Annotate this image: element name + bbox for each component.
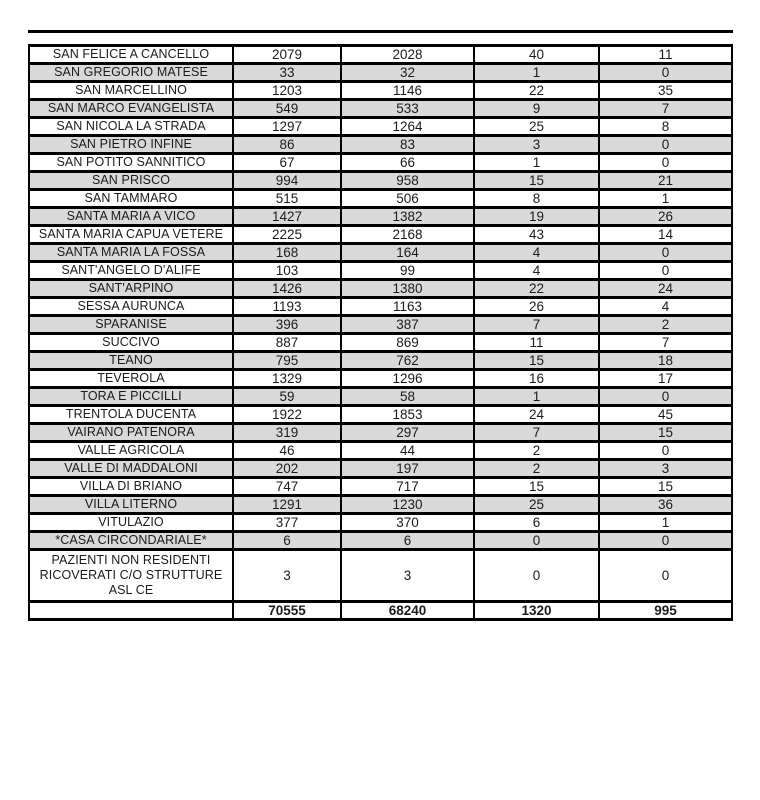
value-cell: 11 <box>474 334 599 352</box>
total-value-cell: 995 <box>599 602 732 620</box>
table-row <box>29 406 732 424</box>
municipality-name-cell: SPARANISE <box>29 316 233 334</box>
value-cell: 795 <box>233 352 341 370</box>
municipality-name-cell: SAN NICOLA LA STRADA <box>29 118 233 136</box>
value-cell: 8 <box>599 118 732 136</box>
value-cell: 202 <box>233 460 341 478</box>
table-row <box>29 352 732 370</box>
value-cell: 15 <box>599 424 732 442</box>
municipality-name-cell: SANTA MARIA A VICO <box>29 208 233 226</box>
value-cell: 1296 <box>341 370 474 388</box>
value-cell: 370 <box>341 514 474 532</box>
municipality-name-cell: SAN GREGORIO MATESE <box>29 64 233 82</box>
value-cell: 0 <box>599 550 732 602</box>
total-label-cell <box>29 602 233 620</box>
value-cell: 396 <box>233 316 341 334</box>
table-body <box>29 46 732 620</box>
value-cell: 1146 <box>341 82 474 100</box>
value-cell: 2028 <box>341 46 474 64</box>
table-row <box>29 496 732 514</box>
value-cell: 168 <box>233 244 341 262</box>
value-cell: 1853 <box>341 406 474 424</box>
value-cell: 1427 <box>233 208 341 226</box>
value-cell: 26 <box>474 298 599 316</box>
municipality-name-cell: TORA E PICCILLI <box>29 388 233 406</box>
value-cell: 7 <box>599 334 732 352</box>
value-cell: 6 <box>341 532 474 550</box>
value-cell: 46 <box>233 442 341 460</box>
value-cell: 0 <box>599 136 732 154</box>
municipality-name-cell: SANT'ANGELO D'ALIFE <box>29 262 233 280</box>
value-cell: 1203 <box>233 82 341 100</box>
table-row <box>29 154 732 172</box>
value-cell: 1 <box>474 154 599 172</box>
table-row <box>29 64 732 82</box>
total-value-cell: 1320 <box>474 602 599 620</box>
value-cell: 164 <box>341 244 474 262</box>
value-cell: 3 <box>341 550 474 602</box>
value-cell: 297 <box>341 424 474 442</box>
table-row <box>29 244 732 262</box>
value-cell: 59 <box>233 388 341 406</box>
value-cell: 24 <box>474 406 599 424</box>
municipality-name-cell: VALLE DI MADDALONI <box>29 460 233 478</box>
value-cell: 2225 <box>233 226 341 244</box>
value-cell: 3 <box>599 460 732 478</box>
value-cell: 1264 <box>341 118 474 136</box>
table-row <box>29 316 732 334</box>
municipality-name-cell: TEVEROLA <box>29 370 233 388</box>
municipality-name-cell: SAN FELICE A CANCELLO <box>29 46 233 64</box>
value-cell: 15 <box>599 478 732 496</box>
value-cell: 19 <box>474 208 599 226</box>
value-cell: 1329 <box>233 370 341 388</box>
table-row <box>29 514 732 532</box>
value-cell: 0 <box>599 262 732 280</box>
value-cell: 515 <box>233 190 341 208</box>
municipality-name-cell: *CASA CIRCONDARIALE* <box>29 532 233 550</box>
value-cell: 533 <box>341 100 474 118</box>
value-cell: 33 <box>233 64 341 82</box>
value-cell: 4 <box>599 298 732 316</box>
table-row <box>29 532 732 550</box>
value-cell: 67 <box>233 154 341 172</box>
value-cell: 45 <box>599 406 732 424</box>
table-row <box>29 262 732 280</box>
value-cell: 22 <box>474 82 599 100</box>
value-cell: 103 <box>233 262 341 280</box>
municipality-name-cell: VILLA DI BRIANO <box>29 478 233 496</box>
value-cell: 1291 <box>233 496 341 514</box>
value-cell: 8 <box>474 190 599 208</box>
table-total-row <box>29 602 732 620</box>
municipality-name-cell: VAIRANO PATENORA <box>29 424 233 442</box>
municipality-name-cell: VALLE AGRICOLA <box>29 442 233 460</box>
municipality-name-cell: SAN MARCELLINO <box>29 82 233 100</box>
value-cell: 0 <box>474 532 599 550</box>
table-row <box>29 370 732 388</box>
value-cell: 0 <box>599 244 732 262</box>
value-cell: 43 <box>474 226 599 244</box>
value-cell: 15 <box>474 478 599 496</box>
value-cell: 3 <box>474 136 599 154</box>
table-row <box>29 226 732 244</box>
value-cell: 1230 <box>341 496 474 514</box>
value-cell: 15 <box>474 172 599 190</box>
value-cell: 86 <box>233 136 341 154</box>
value-cell: 4 <box>474 244 599 262</box>
value-cell: 958 <box>341 172 474 190</box>
municipality-name-cell: TRENTOLA DUCENTA <box>29 406 233 424</box>
value-cell: 58 <box>341 388 474 406</box>
municipality-name-cell: TEANO <box>29 352 233 370</box>
value-cell: 0 <box>474 550 599 602</box>
value-cell: 1380 <box>341 280 474 298</box>
municipality-name-cell: VILLA LITERNO <box>29 496 233 514</box>
municipality-name-cell: SUCCIVO <box>29 334 233 352</box>
value-cell: 1297 <box>233 118 341 136</box>
municipality-name-cell: SAN PRISCO <box>29 172 233 190</box>
value-cell: 7 <box>474 316 599 334</box>
value-cell: 1382 <box>341 208 474 226</box>
value-cell: 6 <box>474 514 599 532</box>
value-cell: 26 <box>599 208 732 226</box>
table-row <box>29 424 732 442</box>
value-cell: 2 <box>474 442 599 460</box>
table-row <box>29 388 732 406</box>
table-row <box>29 136 732 154</box>
municipality-name-cell: SAN POTITO SANNITICO <box>29 154 233 172</box>
value-cell: 2079 <box>233 46 341 64</box>
value-cell: 1 <box>474 388 599 406</box>
table-row <box>29 100 732 118</box>
value-cell: 2 <box>599 316 732 334</box>
value-cell: 4 <box>474 262 599 280</box>
table-row <box>29 82 732 100</box>
value-cell: 44 <box>341 442 474 460</box>
value-cell: 994 <box>233 172 341 190</box>
municipality-name-cell: SAN MARCO EVANGELISTA <box>29 100 233 118</box>
table-row <box>29 46 732 64</box>
value-cell: 25 <box>474 118 599 136</box>
value-cell: 36 <box>599 496 732 514</box>
municipality-name-cell: PAZIENTI NON RESIDENTI RICOVERATI C/O STRUTTURE ASL CE <box>29 550 233 602</box>
municipality-name-cell: SANTA MARIA CAPUA VETERE <box>29 226 233 244</box>
table-row <box>29 334 732 352</box>
table-row <box>29 208 732 226</box>
value-cell: 32 <box>341 64 474 82</box>
value-cell: 1163 <box>341 298 474 316</box>
value-cell: 2 <box>474 460 599 478</box>
table-row <box>29 118 732 136</box>
table-row <box>29 298 732 316</box>
value-cell: 7 <box>474 424 599 442</box>
value-cell: 869 <box>341 334 474 352</box>
value-cell: 1426 <box>233 280 341 298</box>
value-cell: 197 <box>341 460 474 478</box>
value-cell: 0 <box>599 532 732 550</box>
value-cell: 17 <box>599 370 732 388</box>
value-cell: 25 <box>474 496 599 514</box>
table-row <box>29 190 732 208</box>
value-cell: 377 <box>233 514 341 532</box>
value-cell: 1922 <box>233 406 341 424</box>
value-cell: 22 <box>474 280 599 298</box>
value-cell: 66 <box>341 154 474 172</box>
value-cell: 99 <box>341 262 474 280</box>
municipality-name-cell: SANTA MARIA LA FOSSA <box>29 244 233 262</box>
municipality-name-cell: SAN TAMMARO <box>29 190 233 208</box>
value-cell: 0 <box>599 154 732 172</box>
value-cell: 887 <box>233 334 341 352</box>
value-cell: 7 <box>599 100 732 118</box>
value-cell: 0 <box>599 64 732 82</box>
table-row <box>29 478 732 496</box>
municipality-data-table <box>28 44 733 621</box>
value-cell: 1 <box>474 64 599 82</box>
value-cell: 35 <box>599 82 732 100</box>
cropped-row-bottom-border <box>28 30 733 33</box>
value-cell: 747 <box>233 478 341 496</box>
table-row <box>29 442 732 460</box>
value-cell: 319 <box>233 424 341 442</box>
value-cell: 717 <box>341 478 474 496</box>
value-cell: 16 <box>474 370 599 388</box>
value-cell: 506 <box>341 190 474 208</box>
value-cell: 83 <box>341 136 474 154</box>
value-cell: 0 <box>599 388 732 406</box>
municipality-name-cell: VITULAZIO <box>29 514 233 532</box>
table-row <box>29 280 732 298</box>
table-row <box>29 550 732 602</box>
value-cell: 1193 <box>233 298 341 316</box>
value-cell: 2168 <box>341 226 474 244</box>
value-cell: 387 <box>341 316 474 334</box>
value-cell: 3 <box>233 550 341 602</box>
value-cell: 6 <box>233 532 341 550</box>
value-cell: 24 <box>599 280 732 298</box>
value-cell: 762 <box>341 352 474 370</box>
value-cell: 14 <box>599 226 732 244</box>
value-cell: 21 <box>599 172 732 190</box>
municipality-name-cell: SESSA AURUNCA <box>29 298 233 316</box>
value-cell: 1 <box>599 190 732 208</box>
total-value-cell: 68240 <box>341 602 474 620</box>
value-cell: 549 <box>233 100 341 118</box>
value-cell: 11 <box>599 46 732 64</box>
municipality-name-cell: SANT'ARPINO <box>29 280 233 298</box>
value-cell: 40 <box>474 46 599 64</box>
table-row <box>29 172 732 190</box>
table-row <box>29 460 732 478</box>
value-cell: 18 <box>599 352 732 370</box>
value-cell: 15 <box>474 352 599 370</box>
total-value-cell: 70555 <box>233 602 341 620</box>
value-cell: 0 <box>599 442 732 460</box>
municipality-name-cell: SAN PIETRO INFINE <box>29 136 233 154</box>
value-cell: 9 <box>474 100 599 118</box>
value-cell: 1 <box>599 514 732 532</box>
